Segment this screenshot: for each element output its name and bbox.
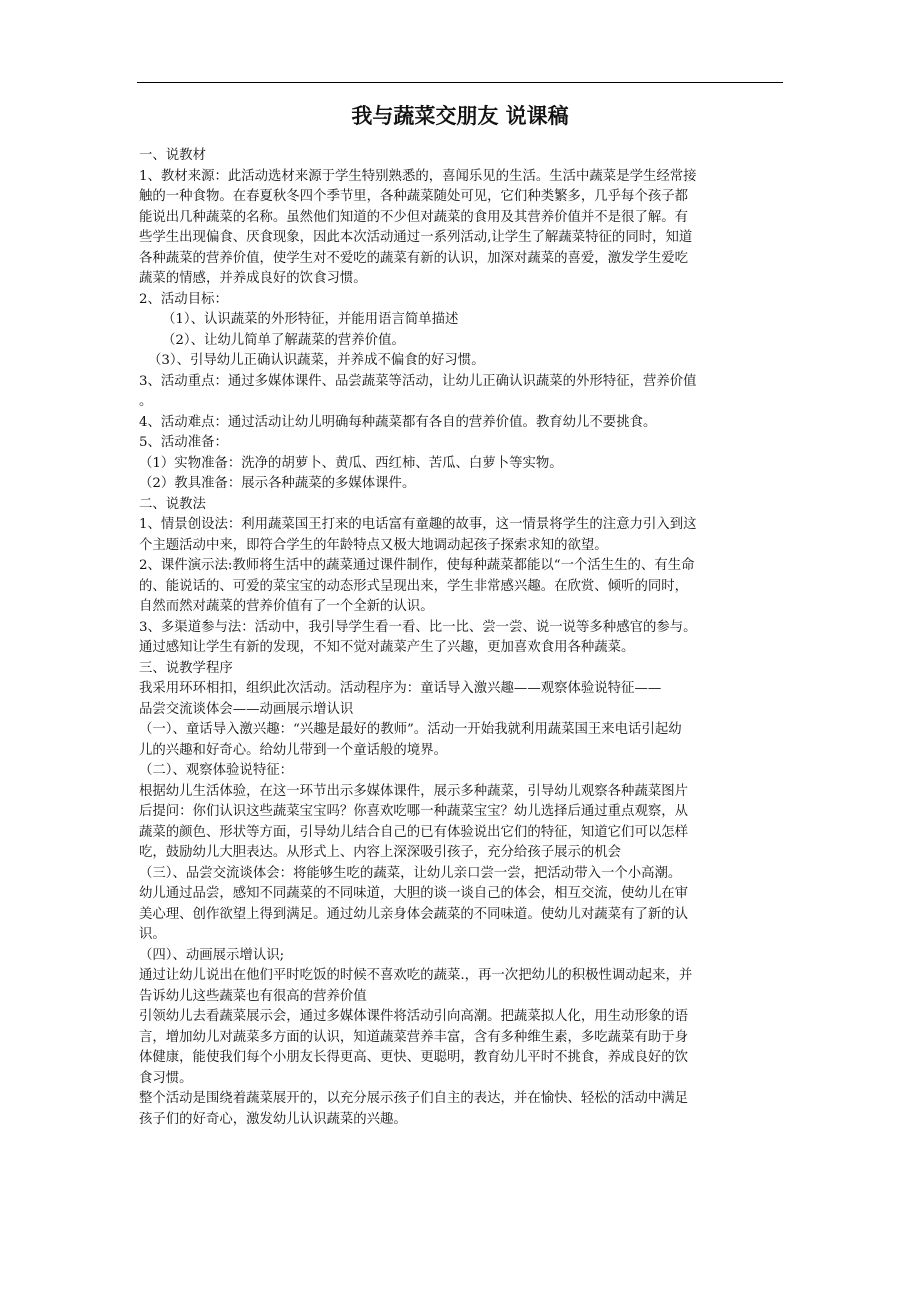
step-heading: （二）、观察体验说特征：: [139, 763, 293, 778]
paragraph-line: 3、活动重点：通过多媒体课件、品尝蔬菜等活动，让幼儿正确认识蔬菜的外形特征，营养价值: [139, 373, 697, 389]
paragraph-line: 自然而然对蔬菜的营养价值有了一个全新的认识。: [139, 599, 434, 614]
paragraph-line: 2、课件演示法:教师将生活中的蔬菜通过课件制作，使每种蔬菜都能以“一个活生生的、有生命: [139, 558, 695, 573]
paragraph-line: 儿的兴趣和好奇心。给幼儿带到一个童话般的境界。: [139, 742, 447, 758]
paragraph-line: 3、多渠道参与法：活动中，我引导学生看一看、比一比、尝一尝、说一说等多种感官的参与。: [139, 619, 697, 635]
paragraph-line: 品尝交流谈体会——动画展示增认识: [139, 701, 354, 717]
paragraph-line: 吃，鼓励幼儿大胆表达。从形式上、内容上深深吸引孩子，充分给孩子展示的机会: [139, 845, 622, 860]
paragraph-line: 些学生出现偏食、厌食现象，因此本次活动通过一系列活动,让学生了解蔬菜特征的同时，知道: [139, 230, 693, 245]
objective-item: （3）、引导幼儿正确认识蔬菜，并养成不偏食的好习惯。: [148, 353, 485, 368]
header-rule: [137, 82, 783, 83]
page-title: 我与蔬菜交朋友 说课稿: [351, 103, 569, 128]
section-heading: 三、说教学程序: [139, 660, 233, 676]
paragraph-line: 1、情景创设法：利用蔬菜国王打来的电话富有童趣的故事，这一情景将学生的注意力引入到这: [139, 517, 697, 532]
paragraph-line: 后提问：你们认识这些蔬菜宝宝吗？你喜欢吃哪一种蔬菜宝宝？幼儿选择后通过重点观察，从: [139, 804, 689, 819]
paragraph-line: 的、能说话的、可爱的菜宝宝的动态形式呈现出来，学生非常感兴趣。在欣赏、倾听的同时，: [139, 578, 689, 594]
paragraph-line: 蔬菜的情感，并养成良好的饮食习惯。: [139, 271, 367, 286]
section-heading: 一、说教材: [139, 148, 206, 163]
objective-item: （1）、认识蔬菜的外形特征，并能用语言简单描述: [162, 312, 459, 327]
section-heading: 二、说教法: [139, 496, 206, 512]
paragraph-line: 各种蔬菜的营养价值，使学生对不爱吃的蔬菜有新的认识，加深对蔬菜的喜爱，激发学生爱吃: [139, 250, 689, 266]
paragraph-line: 孩子们的好奇心，激发幼儿认识蔬菜的兴趣。: [139, 1111, 407, 1127]
paragraph-line: （三）、品尝交流谈体会：将能够生吃的蔬菜，让幼儿亲口尝一尝，把活动带入一个小高潮。: [139, 865, 682, 881]
paragraph-line: 通过让幼儿说出在他们平时吃饭的时候不喜欢吃的蔬菜.，再一次把幼儿的积极性调动起来，并: [139, 968, 693, 983]
paragraph-line: 整个活动是围绕着蔬菜展开的，以充分展示孩子们自主的表达，并在愉快、轻松的活动中满足: [139, 1091, 689, 1106]
paragraph-line: 1、教材来源：此活动选材来源于学生特别熟悉的，喜闻乐见的生活。生活中蔬菜是学生经常接: [139, 168, 697, 184]
paragraph-line: 体健康，能使我们每个小朋友长得更高、更快、更聪明，教育幼儿平时不挑食，养成良好的饮: [139, 1050, 689, 1065]
paragraph-line: 识。: [139, 927, 166, 942]
paragraph-line: 。: [139, 394, 153, 409]
item-heading: 5、活动准备：: [139, 435, 228, 450]
paragraph-line: 触的一种食物。在春夏秋冬四个季节里，各种蔬菜随处可见，它们种类繁多，几乎每个孩子都: [139, 189, 689, 204]
paragraph-line: 食习惯。: [139, 1070, 193, 1086]
paragraph-line: 引领幼儿去看蔬菜展示会，通过多媒体课件将活动引向高潮。把蔬菜拟人化，用生动形象的语: [139, 1009, 689, 1024]
paragraph-line: 蔬菜的颜色、形状等方面，引导幼儿结合自己的已有体验说出它们的特征，知道它们可以怎样: [139, 824, 689, 840]
paragraph-line: 言，增加幼儿对蔬菜多方面的认识，知道蔬菜营养丰富，含有多种维生素，多吃蔬菜有助于身: [139, 1029, 689, 1045]
objective-item: （2）、让幼儿简单了解蔬菜的营养价值。: [162, 332, 405, 348]
paragraph-line: 幼儿通过品尝，感知不同蔬菜的不同味道，大胆的谈一谈自己的体会，相互交流，使幼儿在审: [139, 886, 689, 901]
item-heading: 2、活动目标：: [139, 291, 228, 307]
paragraph-line: （2）教具准备：展示各种蔬菜的多媒体课件。: [139, 476, 416, 491]
paragraph-line: （1）实物准备：洗净的胡萝卜、黄瓜、西红柿、苦瓜、白萝卜等实物。: [139, 455, 563, 471]
paragraph-line: 我采用环环相扣，组织此次活动。活动程序为：童话导入激兴趣——观察体验说特征——: [139, 681, 662, 696]
paragraph-line: 能说出几种蔬菜的名称。虽然他们知道的不少但对蔬菜的食用及其营养价值并不是很了解。有: [139, 209, 689, 225]
paragraph-line: 个主题活动中来，即符合学生的年龄特点又极大地调动起孩子探索求知的欲望。: [139, 537, 608, 553]
step-heading: （四）、动画展示增认识;: [139, 947, 285, 963]
paragraph-line: （一）、童话导入激兴趣：“兴趣是最好的教师”。活动一开始我就利用蔬菜国王来电话引起幼: [139, 722, 682, 737]
document-body: [139, 146, 782, 1130]
paragraph-line: 根据幼儿生活体验，在这一环节出示多媒体课件，展示多种蔬菜，引导幼儿观察各种蔬菜图片: [139, 783, 689, 799]
paragraph-line: 告诉幼儿这些蔬菜也有很高的营养价值: [139, 988, 367, 1004]
paragraph-line: 美心理、创作欲望上得到满足。通过幼儿亲身体会蔬菜的不同味道。使幼儿对蔬菜有了新的认: [139, 906, 689, 922]
paragraph-line: 通过感知让学生有新的发现，不知不觉对蔬菜产生了兴趣，更加喜欢食用各种蔬菜。: [139, 640, 635, 655]
paragraph-line: 4、活动难点：通过活动让幼儿明确每种蔬菜都有各自的营养价值。教育幼儿不要挑食。: [139, 414, 657, 430]
